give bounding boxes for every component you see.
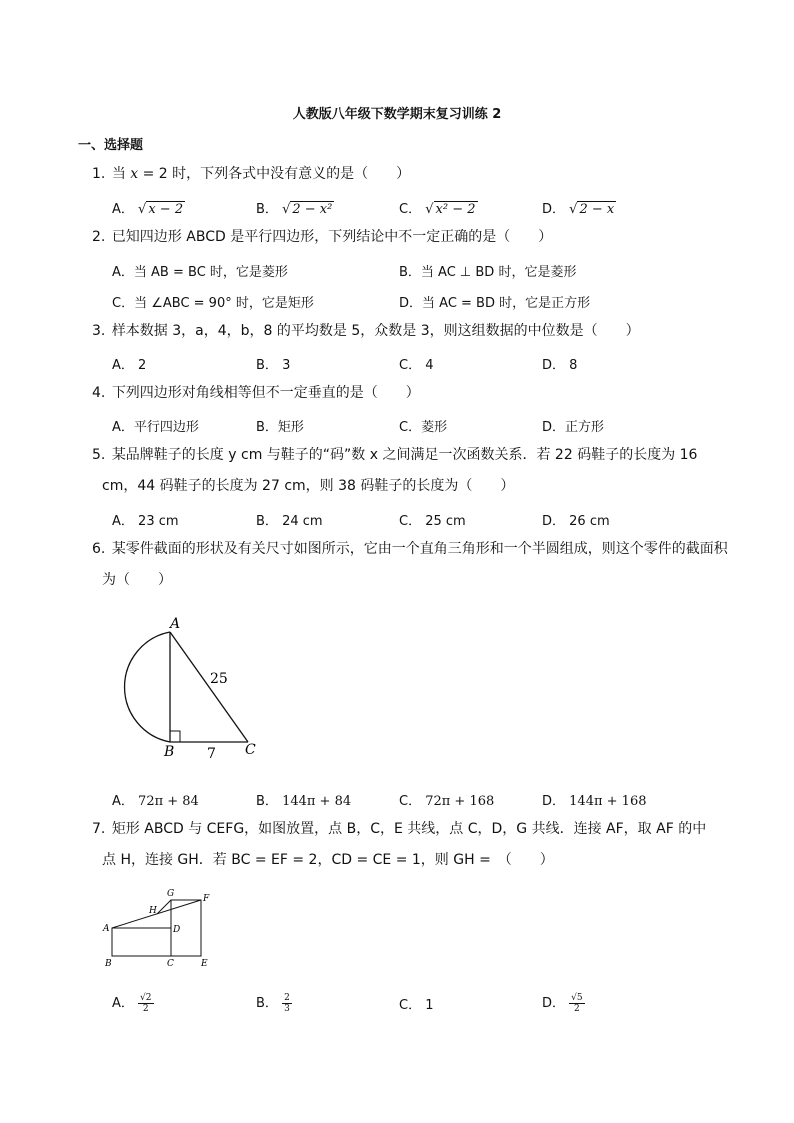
question-stem-rest: = 2 时，下列各式中没有意义的是（ ） [138, 166, 411, 182]
question-number: 3. [92, 323, 106, 339]
question-3 [92, 323, 640, 339]
option-text: 72π + 84 [138, 794, 199, 809]
option-d [542, 510, 610, 529]
option-label: D． [542, 358, 566, 373]
option-text: 24 cm [282, 514, 323, 529]
option-text: 矩形 [277, 420, 304, 435]
label-e: E [201, 959, 208, 969]
question-stem: 已知四边形 ABCD 是平行四边形，下列结论中不一定正确的是（ ） [111, 229, 553, 245]
option-label: C． [399, 794, 422, 809]
option-c [399, 510, 466, 529]
option-label: D． [542, 794, 566, 809]
question-5-line-2 [102, 478, 514, 494]
option-label: D． [542, 514, 566, 529]
denominator: 3 [284, 1004, 290, 1014]
option-b [399, 261, 576, 280]
option-c [399, 994, 434, 1013]
question-number: 4. [92, 385, 106, 401]
radicand: x² − 2 [435, 202, 476, 217]
right-angle-mark [170, 731, 180, 742]
question-stem: 矩形 ABCD 与 CEFG，如图放置，点 B，C，E 共线，点 C，D，G 共线．连接 AF，取 AF 的中 [111, 821, 707, 837]
option-label: C． [399, 514, 422, 529]
question-stem: 点 H，连接 GH．若 BC = EF = 2，CD = CE = 1，则 GH = （ ） [102, 852, 554, 868]
option-b [256, 510, 323, 529]
option-a [112, 510, 179, 529]
option-b [256, 198, 334, 217]
option-c [112, 292, 314, 311]
option-text: 8 [569, 358, 578, 373]
question-number: 2. [92, 229, 106, 245]
radical-sign: √ [569, 202, 578, 217]
label-b: B [164, 744, 175, 760]
option-label: D． [542, 420, 566, 435]
semicircle-arc [125, 632, 170, 742]
question-number: 5. [92, 447, 106, 463]
option-text: 2 [138, 358, 147, 373]
option-text: 正方形 [565, 420, 605, 435]
label-h: H [149, 906, 157, 916]
label-b: B [105, 959, 112, 969]
option-label: A． [112, 358, 134, 373]
option-label: A． [112, 265, 134, 280]
option-a [112, 354, 146, 373]
label-c: C [245, 742, 256, 758]
radicand: 2 − x [579, 202, 615, 217]
option-label: A． [112, 996, 134, 1011]
option-label: B． [256, 420, 278, 435]
variable-x: x [130, 166, 139, 182]
question-stem: cm，44 码鞋子的长度为 27 cm，则 38 码鞋子的长度为（ ） [102, 478, 515, 494]
question-number: 1. [92, 166, 106, 182]
option-text: 菱形 [421, 420, 448, 435]
option-label: C． [399, 420, 422, 435]
option-label: A． [112, 202, 134, 217]
numerator: √5 [571, 993, 583, 1003]
option-text: 72π + 168 [425, 794, 495, 809]
figure-two-rectangles [100, 884, 220, 970]
question-number: 6. [92, 541, 106, 557]
option-b [256, 790, 351, 809]
question-stem: 下列四边形对角线相等但不一定垂直的是（ ） [111, 385, 420, 401]
option-text: 当 ∠ABC = 90° 时，它是矩形 [134, 296, 314, 311]
question-stem: 为（ ） [102, 572, 172, 588]
section-heading: 一、选择题 [78, 138, 144, 153]
option-text: 3 [282, 358, 291, 373]
question-7-line-2 [102, 852, 554, 868]
option-label: B． [256, 996, 278, 1011]
fraction [282, 993, 292, 1014]
label-base: 7 [207, 746, 216, 760]
option-b [256, 416, 304, 435]
numerator: 2 [284, 993, 290, 1003]
option-a [112, 790, 199, 809]
question-7 [92, 821, 706, 837]
option-text: 25 cm [425, 514, 466, 529]
option-d [542, 198, 616, 217]
option-b [256, 992, 292, 1014]
option-label: A． [112, 514, 134, 529]
label-g: G [167, 889, 175, 899]
option-d [399, 292, 590, 311]
option-label: D． [399, 296, 423, 311]
option-label: A． [112, 420, 134, 435]
option-c [399, 790, 494, 809]
question-stem: 某品牌鞋子的长度 y cm 与鞋子的“码”数 x 之间满足一次函数关系．若 22 码鞋子的长度为 16 [111, 447, 698, 463]
option-b [256, 354, 290, 373]
option-label: B． [399, 265, 421, 280]
option-a [112, 992, 154, 1014]
figure-semicircle-triangle [100, 610, 270, 760]
question-6-line-2 [102, 572, 172, 588]
option-text: 26 cm [569, 514, 610, 529]
option-label: B． [256, 794, 278, 809]
question-4 [92, 385, 420, 401]
radicand: 2 − x² [292, 202, 333, 217]
question-stem: 某零件截面的形状及有关尺寸如图所示，它由一个直角三角形和一个半圆组成，则这个零件的截面积 [111, 541, 728, 557]
radical-sign: √ [138, 202, 147, 217]
question-5 [92, 447, 697, 463]
rectangle-abcd [112, 928, 171, 956]
option-text: 1 [425, 998, 434, 1013]
option-text: 当 AC = BD 时，它是正方形 [422, 296, 591, 311]
option-d [542, 790, 646, 809]
option-d [542, 992, 585, 1014]
question-number: 7. [92, 821, 106, 837]
option-text: 144π + 84 [282, 794, 352, 809]
radical-sign: √ [425, 202, 434, 217]
label-a: A [170, 616, 181, 632]
question-6 [92, 541, 728, 557]
option-c [399, 416, 447, 435]
question-stem: 当 [111, 166, 131, 182]
denominator: 2 [142, 1004, 149, 1014]
option-label: B． [256, 202, 278, 217]
option-a [112, 198, 185, 217]
option-text: 144π + 168 [569, 794, 647, 809]
option-label: A． [112, 794, 134, 809]
option-d [542, 416, 604, 435]
label-hypotenuse: 25 [210, 671, 228, 687]
segment-ac [170, 632, 248, 742]
denominator: 2 [574, 1004, 580, 1014]
option-text: 23 cm [138, 514, 179, 529]
page-title: 人教版八年级下数学期末复习训练 2 [292, 107, 502, 122]
label-a: A [103, 924, 110, 934]
question-2 [92, 229, 552, 245]
option-text: 4 [425, 358, 434, 373]
option-label: C． [399, 358, 422, 373]
option-label: C． [112, 296, 135, 311]
fraction [138, 993, 153, 1014]
option-label: B． [256, 514, 278, 529]
question-1 [92, 166, 410, 182]
numerator: √2 [140, 993, 152, 1003]
fraction [569, 993, 584, 1014]
option-c [399, 354, 434, 373]
option-a [112, 416, 199, 435]
option-label: D． [542, 202, 566, 217]
option-text: 当 AC ⊥ BD 时，它是菱形 [420, 265, 577, 280]
option-label: C． [399, 202, 422, 217]
option-a [112, 261, 288, 280]
option-text: 平行四边形 [133, 420, 199, 435]
option-text: 当 AB = BC 时，它是菱形 [133, 265, 288, 280]
radicand: x − 2 [148, 202, 184, 217]
label-c: C [167, 959, 174, 969]
label-d: D [173, 925, 181, 935]
radical-sign: √ [282, 202, 291, 217]
option-label: D． [542, 996, 566, 1011]
question-stem: 样本数据 3，a，4，b，8 的平均数是 5，众数是 3，则这组数据的中位数是（ ） [111, 323, 640, 339]
option-c [399, 198, 478, 217]
option-d [542, 354, 577, 373]
option-label: B． [256, 358, 278, 373]
option-label: C． [399, 998, 422, 1013]
label-f: F [203, 894, 210, 904]
